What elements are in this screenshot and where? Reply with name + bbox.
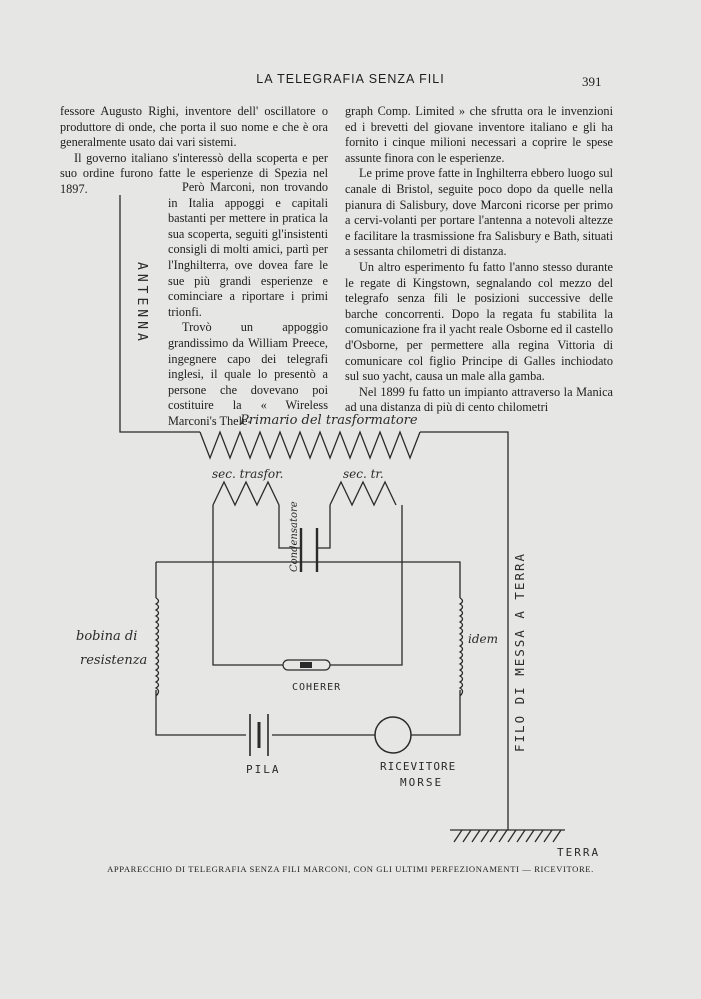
paragraph: fessore Augusto Righi, inventore dell' oscillatore o produttore di onde, che porta il suo nome e che è ora generalmente usato dai vari sistemi.	[60, 104, 328, 150]
secondary-coil-right	[330, 482, 396, 505]
resistance-coil-label: bobina di	[76, 629, 138, 644]
morse-receiver-symbol	[375, 717, 411, 753]
paragraph: Nel 1899 fu fatto un impianto attraverso la Manica ad una distanza di più di cento chilometri	[345, 384, 613, 415]
primary-coil-label: Primario del trasformatore	[240, 413, 418, 428]
paragraph: Le prime prove fatte in Inghilterra ebbero luogo sul canale di Bristol, seguite poco dopo da quelle nella pianura di Salisbury, dove Marconi ricorse per primo a cervi-volanti per portare l'antenna a notevoli altezze e facilitare la trasmissione fra Salisbury e Bath, situati a sessanta chilometri di distanza.	[345, 166, 613, 259]
running-title: LA TELEGRAFIA SENZA FILI	[256, 72, 445, 86]
outer-loop	[156, 562, 460, 735]
page-number: 391	[582, 74, 602, 89]
paragraph: Però Marconi, non trovando in Italia appoggi e capitali bastanti per mettere in pratica la sua scoperta, seguiti gl'insistenti consigli di molti amici, partì per l'Inghilterra, ove dovea fare le sue più grandi esperienze e cominciare a riportare i primi trionfi.	[168, 180, 328, 319]
secondary-coil-left	[213, 482, 279, 505]
battery-label: PILA	[246, 763, 281, 776]
coherer-label: COHERER	[292, 682, 342, 693]
paragraph: Un altro esperimento fu fatto l'anno stesso durante le regate di Kingstown, segnalando col mezzo del telegrafo senza fili le posizioni successive delle barche concorrenti. Dopo la regata fu stabilita la comunicazione fra il yacht reale Osborne ed il castello d'Osborne, per permettere alla regina Vittoria di comunicare col figlio Principe di Galles inchiodato sul suo yacht, causa un male alla gamba.	[345, 259, 613, 384]
secondary-left-label: sec. trasfor.	[212, 467, 284, 481]
receiver-label: MORSE	[400, 776, 444, 789]
earth-hatching	[454, 830, 561, 842]
antenna-wire	[120, 195, 200, 432]
resistance-coil-label: resistenza	[80, 653, 148, 668]
coherer-filings	[300, 662, 312, 668]
resistance-coil-left	[156, 598, 159, 696]
antenna-label: ANTENNA	[134, 262, 149, 345]
earth-wire-label: FILO DI MESSA A TERRA	[512, 551, 527, 752]
resistance-coil-right	[460, 598, 463, 696]
figure-caption: APPARECCHIO DI TELEGRAFIA SENZA FILI MARCONI, CON GLI ULTIMI PERFEZIONAMENTI — RICEVITORE.	[107, 864, 594, 874]
paragraph: graph Comp. Limited » che sfrutta ora le invenzioni ed i brevetti del giovane inventore italiano e gli ha fornito i cinque milioni necessari a coprire le spese assunte finora con le esperienze.	[345, 104, 613, 165]
paragraph: Il governo italiano s'interessò della scoperta e per suo ordine furono fatte le esperienze di Spezia nel 1897.	[60, 150, 328, 196]
receiver-label: RICEVITORE	[380, 760, 457, 773]
secondary-to-condenser-right	[318, 505, 330, 548]
earth-label: TERRA	[557, 846, 601, 859]
primary-coil	[200, 432, 420, 458]
paragraph: Trovò un appoggio grandissimo da William Preece, ingegnere capo dei telegrafi inglesi, il quale lo presentò a persone che dovevano poi costituire la « Wireless Marconi's Thele-	[168, 320, 328, 428]
secondary-right-label: sec. tr.	[343, 467, 384, 481]
secondary-loop	[213, 505, 402, 665]
idem-label: idem	[468, 632, 498, 646]
condenser-label: Condensatore	[289, 501, 300, 572]
